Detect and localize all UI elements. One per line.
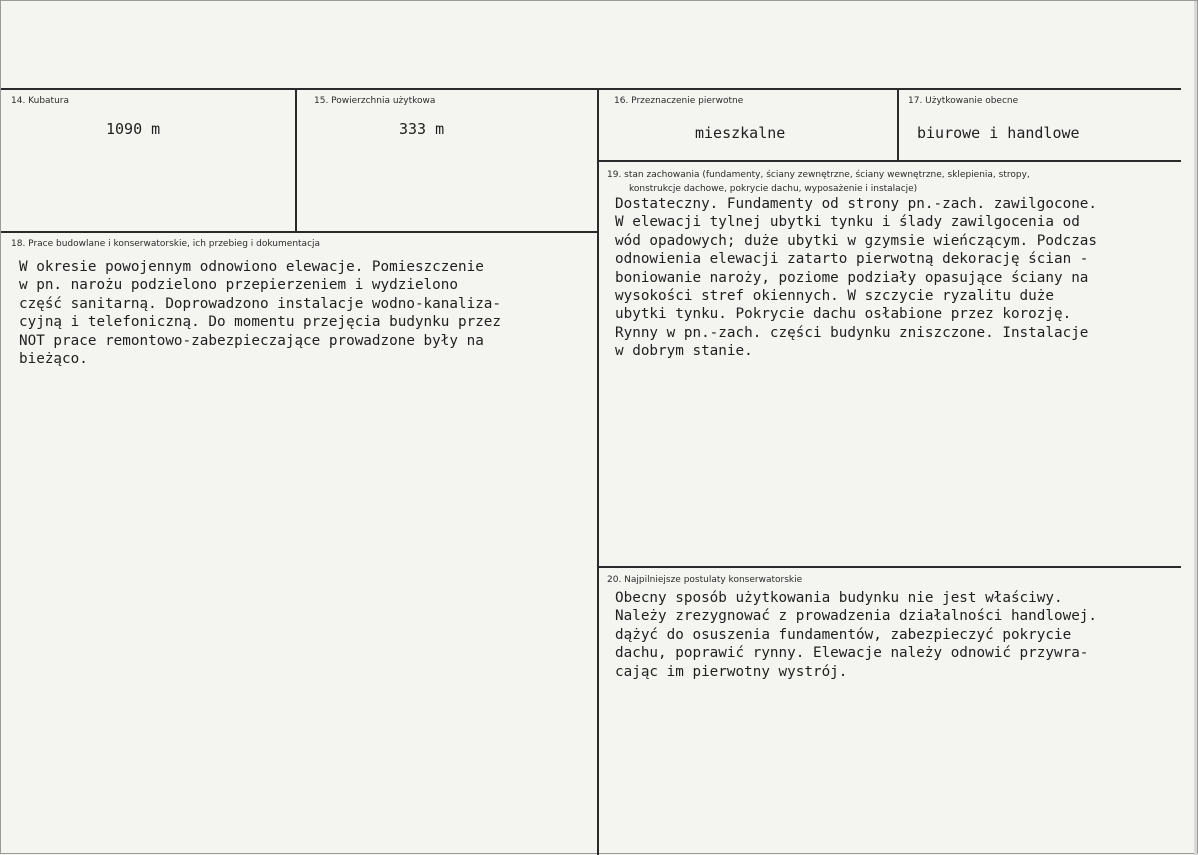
uzytkowanie-value: biurowe i handlowe (917, 124, 1080, 142)
stan-label-line1: 19. stan zachowania (fundamenty, ściany zewnętrzne, ściany wewnętrzne, sklepienia, stropy, (607, 170, 1030, 180)
prace-text (19, 258, 501, 368)
card-edge (1194, 1, 1197, 855)
prace-line: w pn. narożu podzielono przepierzeniem i wydzielono (19, 277, 458, 294)
divider-14-15 (295, 89, 297, 232)
postulaty-line: dążyć do osuszenia fundamentów, zabezpieczyć pokrycie (615, 626, 1072, 643)
prace-line: cyjną i telefoniczną. Do momentu przejęcia budynku przez (19, 314, 502, 331)
stan-label-line2: konstrukcje dachowe, pokrycie dachu, wyposażenie i instalacje) (629, 184, 918, 194)
stan-line: ubytki tynku. Pokrycie dachu osłabione przez korozję. (615, 306, 1072, 323)
prace-line: bieżąco. (19, 351, 88, 368)
top-rule (1, 88, 1181, 90)
rule-under-16-17 (598, 160, 1181, 162)
stan-line: boniowanie naroży, poziome podziały opasujące ściany na (615, 269, 1089, 286)
center-divider (597, 89, 599, 855)
stan-line: Dostateczny. Fundamenty od strony pn.-zach. zawilgocone. (615, 196, 1098, 212)
prace-line: część sanitarną. Doprowadzono instalacje wodno-kanaliza- (19, 295, 502, 312)
przeznaczenie-label: 16. Przeznaczenie pierwotne (614, 96, 744, 106)
stan-line: wysokości stref okiennych. W szczycie ryzalitu duże (615, 288, 1054, 305)
przeznaczenie-value: mieszkalne (695, 124, 786, 142)
postulaty-line: Należy zrezygnować z prowadzenia działalności handlowej. (615, 608, 1098, 625)
postulaty-line: dachu, poprawić rynny. Elewacje należy odnowić przywra- (615, 645, 1089, 662)
kubatura-value: 1090 m (106, 120, 161, 138)
rule-under-14-15 (1, 231, 598, 233)
prace-label: 18. Prace budowlane i konserwatorskie, ich przebieg i dokumentacja (11, 239, 321, 249)
rule-above-20 (598, 566, 1181, 568)
stan-line: odnowienia elewacji zatarto pierwotną dekorację ścian - (615, 251, 1089, 268)
postulaty-label: 20. Najpilniejsze postulaty konserwatorskie (607, 575, 803, 585)
postulaty-text (615, 589, 1097, 681)
powierzchnia-value: 333 m (399, 120, 445, 138)
prace-line: NOT prace remontowo-zabezpieczające prowadzone były na (19, 332, 484, 349)
stan-line: wód opadowych; duże ubytki w gzymsie wieńczącym. Podczas (615, 232, 1098, 249)
postulaty-line: Obecny sposób użytkowania budynku nie jest właściwy. (615, 590, 1063, 606)
kubatura-label: 14. Kubatura (11, 96, 70, 106)
stan-line: w dobrym stanie. (615, 343, 753, 360)
stan-line: Rynny w pn.-zach. części budynku zniszczone. Instalacje (615, 324, 1089, 341)
uzytkowanie-label: 17. Użytkowanie obecne (908, 96, 1019, 106)
powierzchnia-label: 15. Powierzchnia użytkowa (314, 96, 436, 106)
divider-16-17 (897, 89, 899, 161)
prace-line: W okresie powojennym odnowiono elewacje. Pomieszczenie (19, 259, 484, 275)
stan-line: W elewacji tylnej ubytki tynku i ślady zawilgocenia od (615, 214, 1080, 231)
postulaty-line: cając im pierwotny wystrój. (615, 663, 848, 680)
stan-text (615, 195, 1097, 361)
